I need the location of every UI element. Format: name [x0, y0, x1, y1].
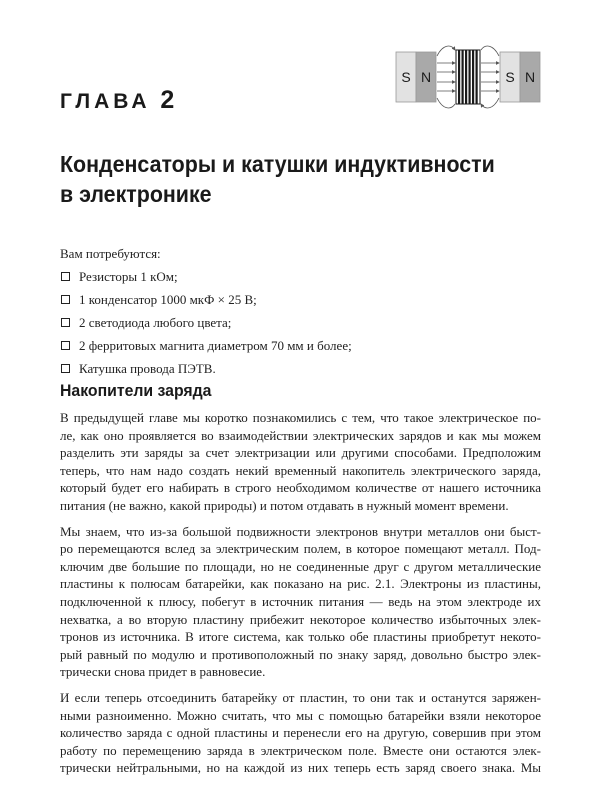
list-item-text: 1 конденсатор 1000 мкФ × 25 В; [79, 292, 257, 307]
text-line: Мы знаем, что из-за большой подвижности электронов внутри металлов они быст- [60, 523, 541, 539]
list-item [60, 334, 352, 357]
magnet-left-s-label: S [401, 69, 411, 85]
list-item-text: Катушка провода ПЭТВ. [79, 361, 216, 376]
text-line: подключенной к плюсу, побегут в источник питания — ведь на этом электроде их [60, 593, 541, 609]
list-item-text: Резисторы 1 кОм; [79, 269, 178, 284]
list-item-text: 2 светодиода любого цвета; [79, 315, 232, 330]
text-line: В предыдущей главе мы коротко познакомились с тем, что такое электрическое по- [60, 410, 541, 425]
text-line: трически нейтральными, но на каждой из них теперь есть заряд своего знака. Мы [60, 760, 541, 776]
text-line: нехватка, а во вторую пластину прибежит некоторое количество избыточных элек- [60, 611, 541, 627]
text-line: теперь, что нам надо создать некий временный накопитель электрического заряда, [60, 462, 541, 478]
text-line: трически снова придет в равновесие. [60, 664, 266, 680]
paragraph [60, 689, 541, 777]
checkbox-icon [61, 341, 70, 350]
text-line: пластины к полюсам батарейки, как показано на рис. 2.1. Электроны из пластины, [60, 576, 541, 592]
magnet-coil-illustration [393, 42, 543, 112]
text-line: который будет его набирать в строго необходимом количестве от нашего источника [60, 480, 541, 496]
chapter-title-line: в электронике [60, 181, 212, 207]
text-line: ными разноименно. Можно считать, что мы с помощью батарейки взяли некоторое [60, 707, 541, 723]
paragraph [60, 409, 541, 515]
magnet-right-s-label: S [505, 69, 515, 85]
paragraph [60, 523, 541, 681]
chapter-number: 2 [160, 86, 175, 114]
section-heading: Накопители заряда [60, 381, 212, 400]
chapter-title-line: Конденсаторы и катушки индуктивности [60, 151, 495, 177]
requirements-block [60, 243, 352, 380]
coil [456, 50, 480, 104]
list-item [60, 357, 352, 380]
chapter-title [60, 149, 525, 209]
checkbox-icon [61, 318, 70, 327]
chapter-word: ГЛАВА [60, 90, 151, 113]
text-line: питания (не важно, какой природы) и потом отдавать в нужный момент времени. [60, 497, 509, 513]
requirements-title: Вам потребуются: [60, 246, 161, 261]
list-item [60, 311, 352, 334]
list-item [60, 265, 352, 288]
text-line: ро перемещаются вслед за электрическим полем, в которое помещают металл. Под- [60, 541, 541, 557]
requirements-list [60, 265, 352, 380]
text-line: работу по перемещению заряда в электрическом поле. Вместе они остаются элек- [60, 742, 541, 758]
text-line: рый равный по модулю и противоположный по знаку заряд, довольно быстро элек- [60, 646, 541, 662]
checkbox-icon [61, 364, 70, 373]
text-line: количество заряда с одной пластины и перенесли его на другую, совершив при этом [60, 725, 541, 741]
checkbox-icon [61, 272, 70, 281]
list-item-text: 2 ферритовых магнита диаметром 70 мм и более; [79, 338, 352, 353]
magnet-left-n-label: N [420, 69, 432, 85]
body-text [60, 409, 541, 785]
text-line: ле, как оно проявляется во взаимодействии электрических зарядов и как мы можем [60, 427, 541, 443]
chapter-label [60, 86, 174, 115]
text-line: тронов из источника. В итоге система, как только обе пластины приобретут некото- [60, 629, 541, 645]
magnet-right-n-label: N [524, 69, 536, 85]
text-line: разделить эти заряды за счет электризации или другими способами. Предположим [60, 445, 541, 461]
list-item [60, 288, 352, 311]
checkbox-icon [61, 295, 70, 304]
text-line: ключим две большие по площади, но не соединенные друг с другом металлические [60, 558, 541, 574]
text-line: И если теперь отсоединить батарейку от пластин, то они так и останутся заряжен- [60, 689, 541, 705]
